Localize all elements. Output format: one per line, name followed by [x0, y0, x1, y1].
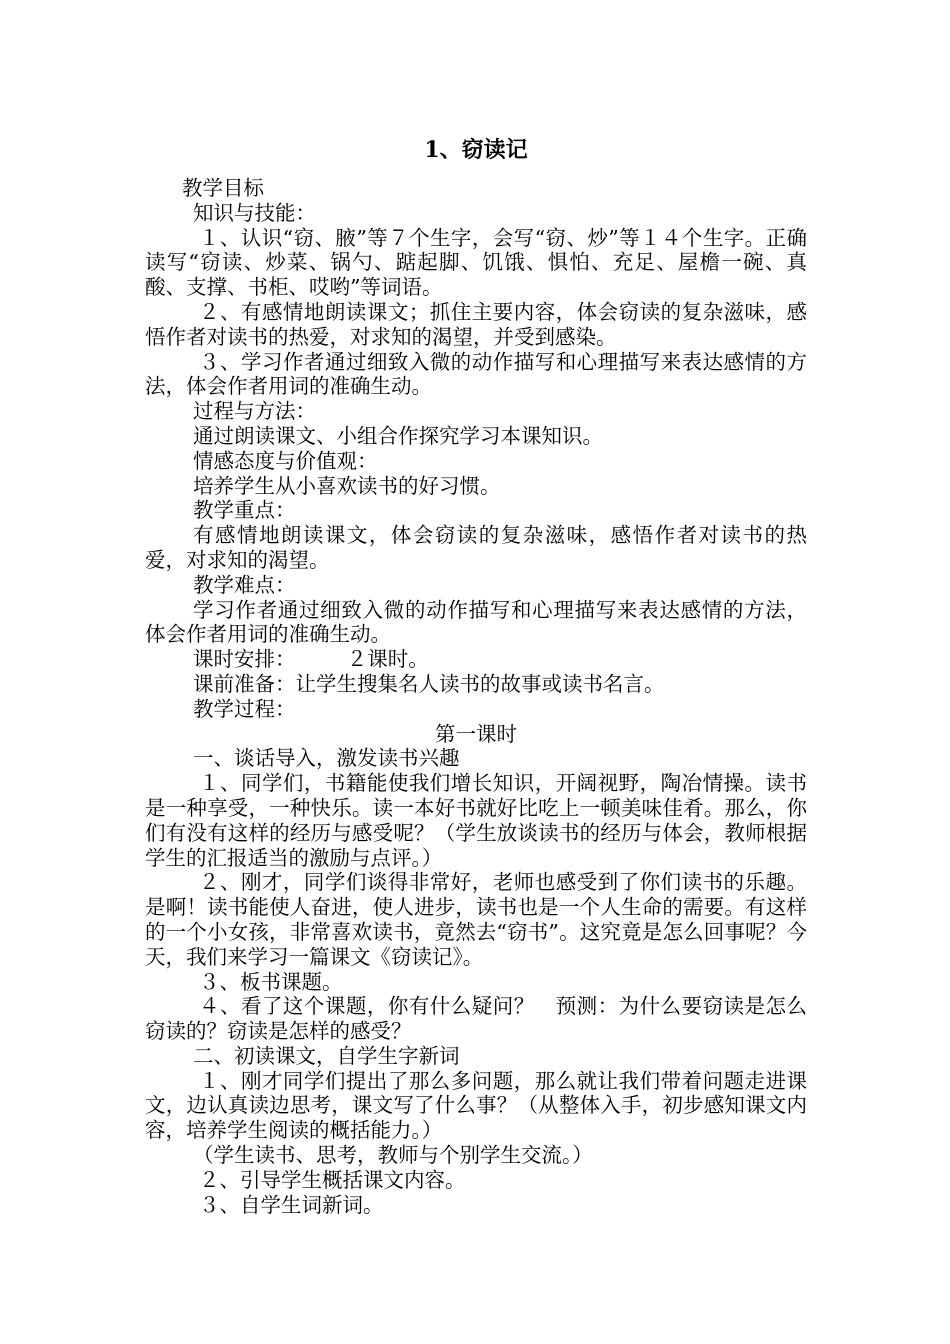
paragraph: 教学目标	[182, 176, 264, 200]
document-page	[145, 130, 807, 1217]
paragraph: 教学重点：	[193, 498, 296, 523]
paragraph: 培养学生从小喜欢读书的好习惯。	[193, 473, 501, 498]
paragraph: 教学难点：	[193, 572, 296, 597]
paragraph: ３、自学生词新词。	[199, 1192, 384, 1217]
document-body	[145, 176, 807, 1217]
paragraph: 学习作者通过细致入微的动作描写和心理描写来表达感情的方法，体会作者用词的准确生动。	[145, 597, 807, 647]
paragraph: 有感情地朗读课文，体会窃读的复杂滋味，感悟作者对读书的热爱，对求知的渴望。	[145, 523, 807, 572]
paragraph: 课时安排： ２课时。	[193, 647, 429, 672]
paragraph: 一、谈话导入，激发读书兴趣	[193, 746, 460, 771]
paragraph: 情感态度与价值观：	[193, 448, 378, 473]
paragraph: ２、引导学生概括课文内容。	[199, 1167, 466, 1192]
paragraph: ３、学习作者通过细致入微的动作描写和心理描写来表达感情的方法，体会作者用词的准确生动。	[145, 349, 807, 399]
paragraph: 二、初读课文，自学生字新词	[193, 1043, 460, 1068]
paragraph: 通过朗读课文、小组合作探究学习本课知识。	[193, 423, 603, 448]
paragraph: 第一课时	[435, 721, 517, 746]
paragraph: ４、看了这个课题，你有什么疑问？ 预测：为什么要窃读是怎么窃读的？窃读是怎样的感受？	[145, 994, 807, 1044]
paragraph: 教学过程：	[193, 696, 296, 721]
paragraph: １、认识“窃、腋”等７个生字，会写“窃、炒”等１４个生字。正确读写“窃读、炒菜、锅勺、踮起脚、饥饿、惧怕、充足、屋檐一碗、真酸、支撑、书柜、哎哟”等词语。	[145, 225, 807, 300]
paragraph: 过程与方法：	[193, 399, 316, 424]
paragraph: ２、刚才，同学们谈得非常好，老师也感受到了你们读书的乐趣。是啊！读书能使人奋进，使人进步，读书也是一个人生命的需要。有这样的一个小女孩，非常喜欢读书，竟然去“窃书”。这究竟是怎么回事呢？今天，我们来学习一篇课文《窃读记》。	[145, 870, 807, 969]
paragraph: （学生读书、思考，教师与个别学生交流。）	[193, 1143, 593, 1168]
paragraph: １、刚才同学们提出了那么多问题，那么就让我们带着问题走进课文，边认真读边思考，课文写了什么事？（从整体入手，初步感知课文内容，培养学生阅读的概括能力。）	[145, 1068, 807, 1143]
paragraph: 课前准备：让学生搜集名人读书的故事或读书名言。	[193, 671, 665, 696]
paragraph: ３、板书课题。	[199, 969, 343, 994]
paragraph: ２、有感情地朗读课文；抓住主要内容，体会窃读的复杂滋味，感悟作者对读书的热爱，对求知的渴望，并受到感染。	[145, 299, 807, 349]
document-title: 1、窃读记	[424, 137, 528, 163]
paragraph: 知识与技能：	[193, 200, 316, 225]
paragraph: １、同学们，书籍能使我们增长知识，开阔视野，陶冶情操。读书是一种享受，一种快乐。读一本好书就好比吃上一顿美味佳肴。那么，你们有没有这样的经历与感受呢？（学生放谈读书的经历与体会，教师根据学生的汇报适当的激励与点评。）	[145, 771, 807, 870]
